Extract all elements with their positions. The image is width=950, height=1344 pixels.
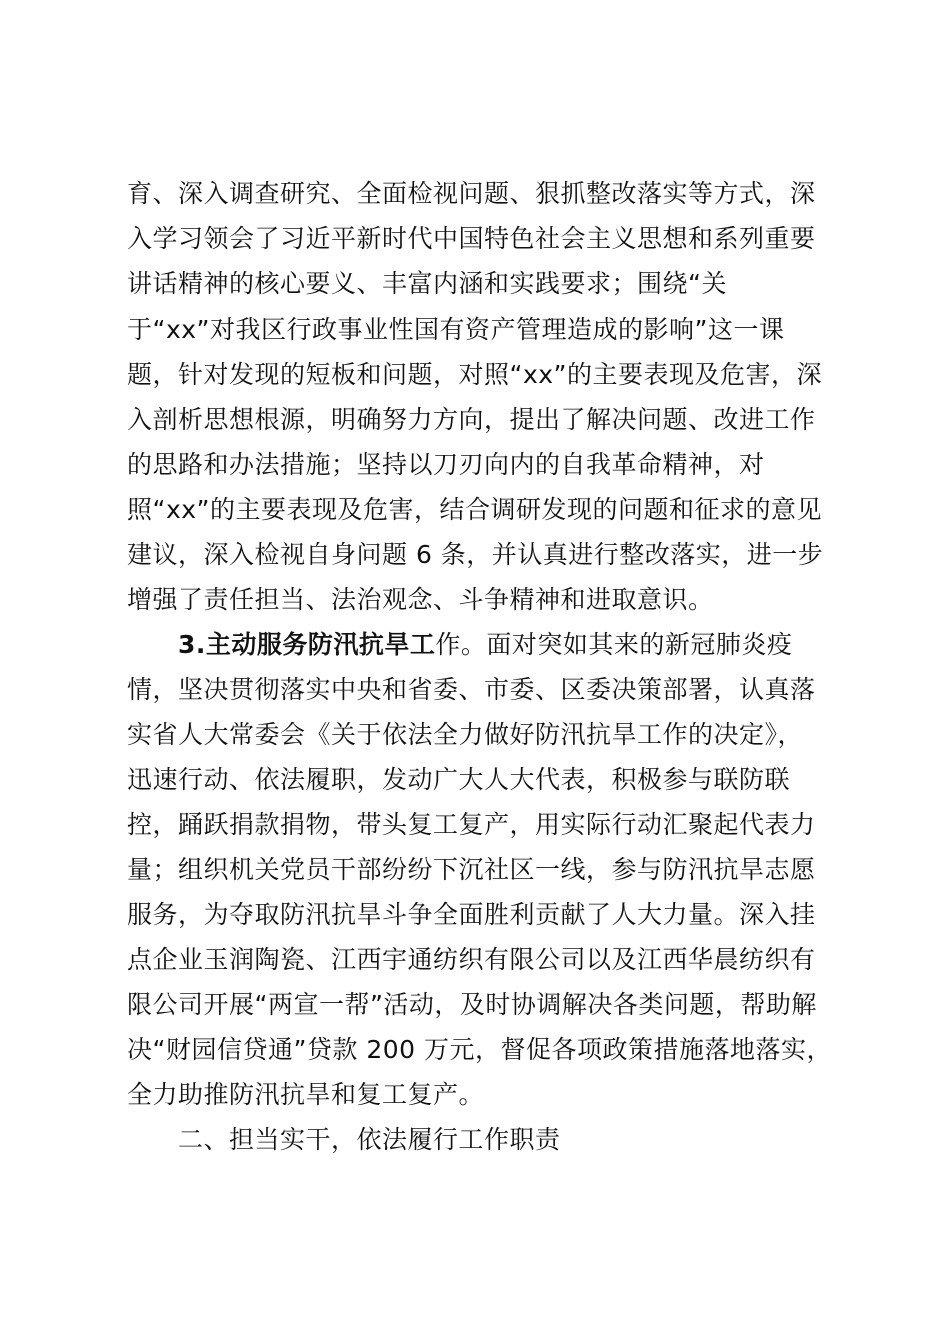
body-line-10: 增强了责任担当、法治观念、斗争精神和进取意识。 (127, 585, 714, 614)
body-line-6: 入剖析思想根源，明确努力方向，提出了解决问题、改进工作 (127, 405, 816, 434)
section-3-line-1: 情，坚决贯彻落实中央和省委、市委、区委决策部署，认真落 (127, 675, 816, 704)
section-3-line-5: 量；组织机关党员干部纷纷下沉社区一线，参与防汛抗旱志愿 (127, 855, 816, 884)
section-3-line-9: 决“财园信贷通”贷款 200 万元，督促各项政策措施落地落实， (127, 1035, 833, 1064)
section-3-line-10: 全力助推防汛抗旱和复工复产。 (127, 1080, 485, 1109)
body-line-9: 建议，深入检视自身问题 6 条，并认真进行整改落实，进一步 (127, 540, 824, 569)
section-3-line-7: 点企业玉润陶瓷、江西宇通纺织有限公司以及江西华晨纺织有 (127, 945, 816, 974)
section-3-line-8: 限公司开展“两宣一帮”活动，及时协调解决各类问题，帮助解 (127, 990, 817, 1019)
body-line-2: 入学习领会了习近平新时代中国特色社会主义思想和系列重要 (127, 224, 816, 253)
section-3-heading: 3.主动服务防汛抗旱工 (178, 630, 436, 659)
section-3-first-line-rest: 作。面对突如其来的新冠肺炎疫 (435, 630, 793, 659)
section-3-first-line (178, 628, 792, 662)
body-line-4: 于“xx”对我区行政事业性国有资产管理造成的影响”这一课 (127, 315, 785, 344)
section-two-heading: 二、担当实干，依法履行工作职责 (178, 1125, 561, 1154)
section-3-line-3: 迅速行动、依法履职，发动广大人大代表，积极参与联防联 (127, 765, 791, 794)
body-line-3: 讲话精神的核心要义、丰富内涵和实践要求；围绕“关 (127, 269, 727, 298)
section-3-line-6: 服务，为夺取防汛抗旱斗争全面胜利贡献了人大力量。深入挂 (127, 900, 816, 929)
section-3-line-4: 控，踊跃捐款捐物，带头复工复产，用实际行动汇聚起代表力 (127, 810, 816, 839)
body-line-8: 照“xx”的主要表现及危害，结合调研发现的问题和征求的意见 (127, 495, 822, 524)
body-line-5: 题，针对发现的短板和问题，对照“xx”的主要表现及危害，深 (127, 360, 822, 389)
body-line-7: 的思路和办法措施；坚持以刀刃向内的自我革命精神，对 (127, 450, 765, 479)
body-line-1: 育、深入调查研究、全面检视问题、狠抓整改落实等方式，深 (127, 179, 816, 208)
section-3-line-2: 实省人大常委会《关于依法全力做好防汛抗旱工作的决定》， (127, 720, 804, 749)
